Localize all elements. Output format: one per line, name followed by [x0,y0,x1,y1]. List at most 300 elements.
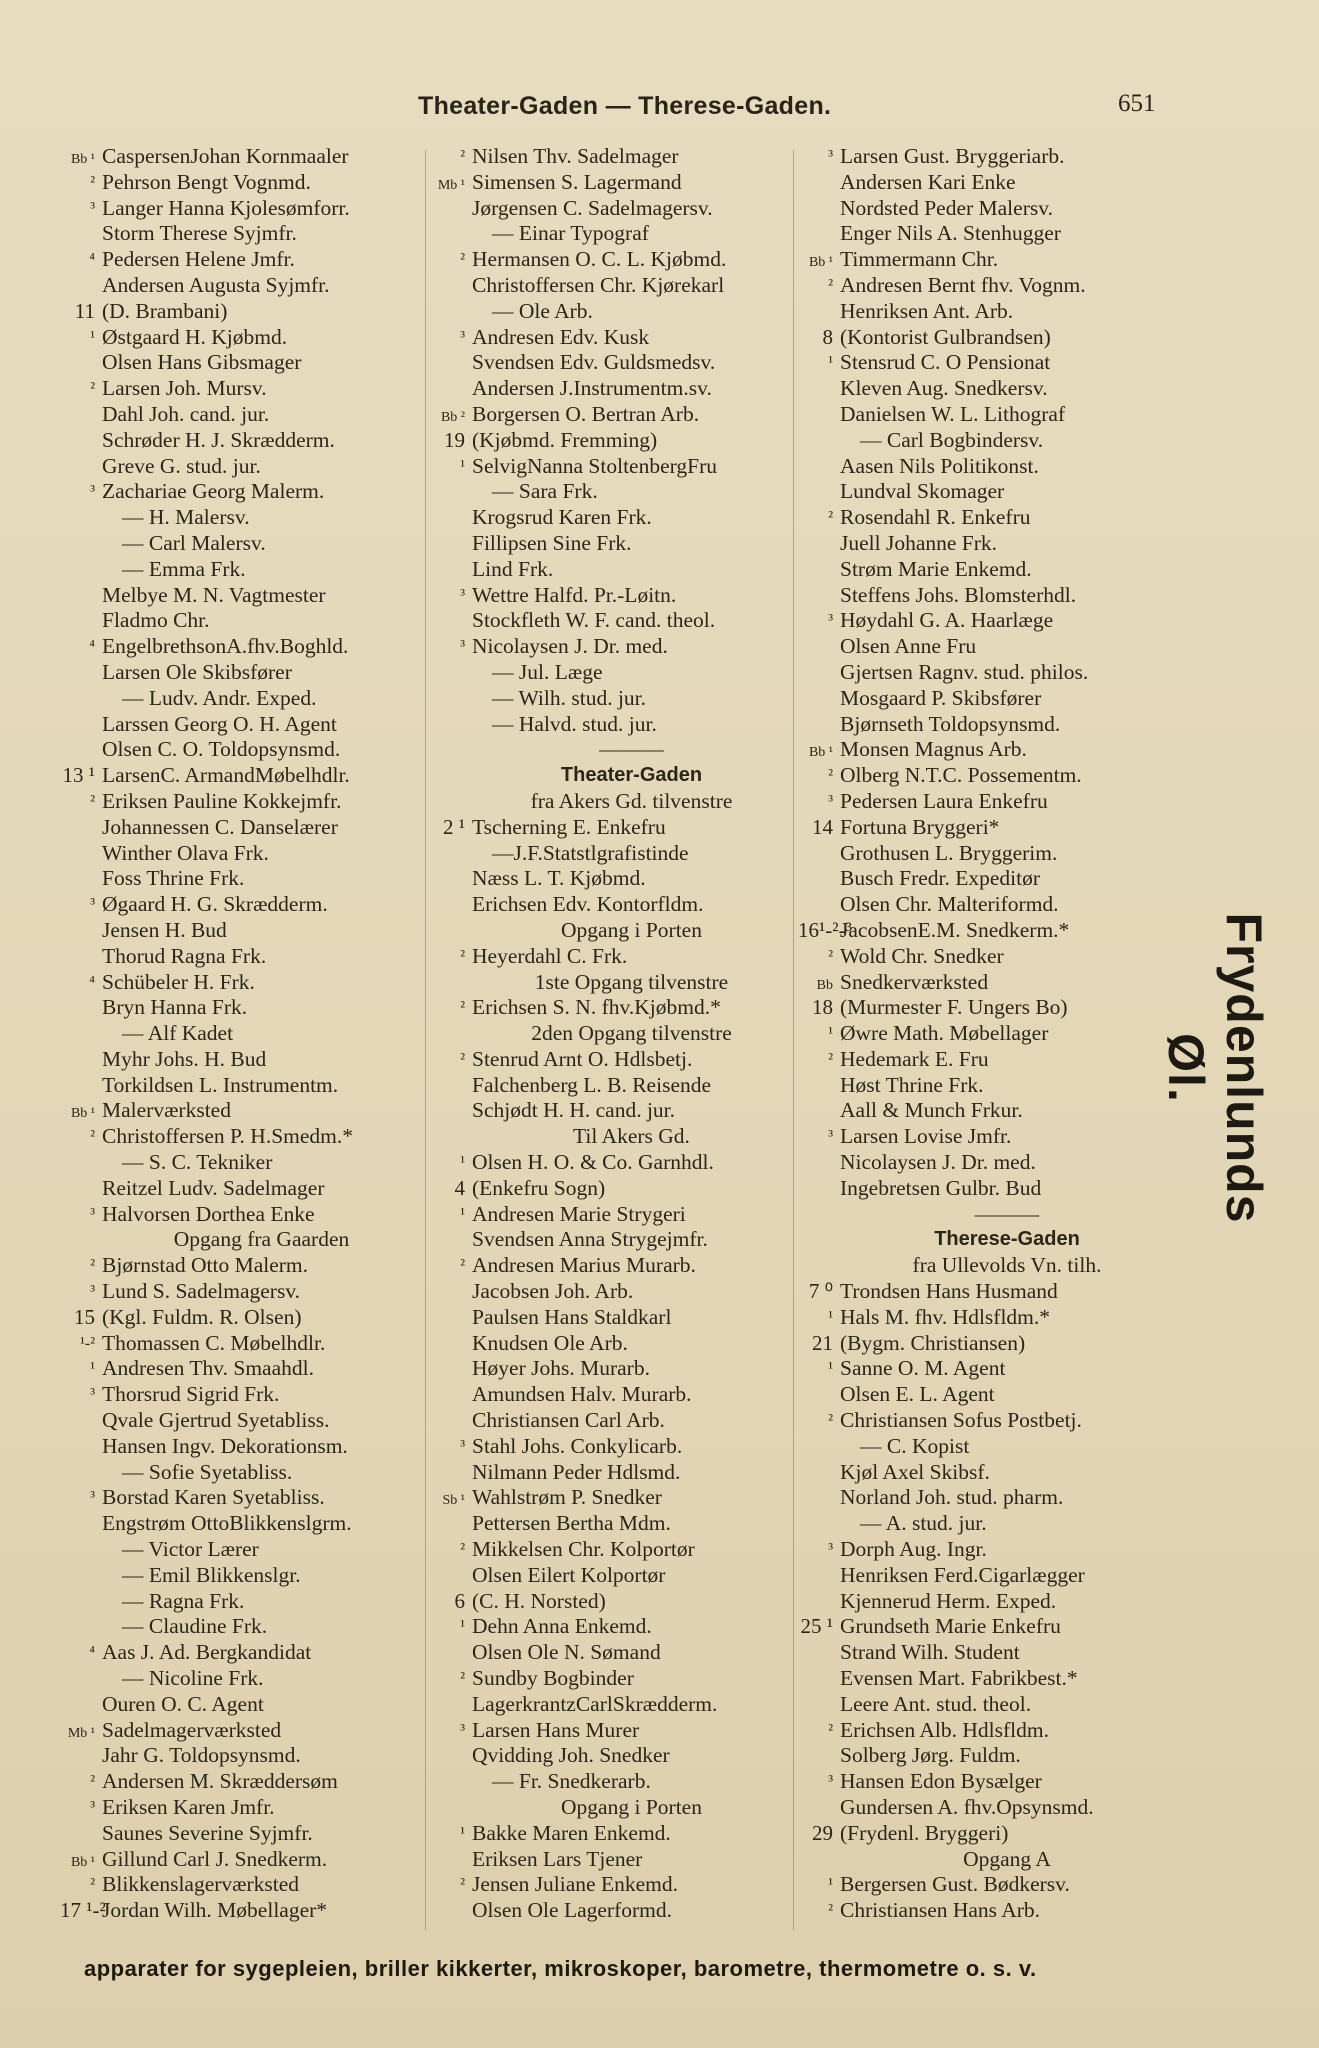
entry-prefix [60,866,98,892]
entry-text: LarsenC. ArmandMøbelhdlr. [102,763,350,788]
entry-prefix: ³ [90,1205,95,1223]
directory-entry [798,1150,1178,1176]
entry-prefix: 17 ¹-² [60,1898,106,1923]
entry-prefix [60,428,98,454]
entry-prefix [430,1382,468,1408]
directory-entry [430,1253,795,1279]
entry-text: Opgang A [963,1846,1051,1871]
entry-prefix: 7 ⁰ [808,1279,833,1304]
entry-text: Kjøl Axel Skibsf. [840,1459,990,1484]
entry-prefix: ² [828,767,833,785]
entry-prefix: ² [828,1902,833,1920]
entry-prefix [430,479,468,505]
entry-text: (Murmester F. Ungers Bo) [840,995,1068,1020]
entry-prefix: ³ [460,586,465,604]
entry-text: 2den Opgang tilvenstre [531,1021,732,1046]
directory-entry [60,608,425,634]
entry-prefix: ³ [90,896,95,914]
entry-prefix: ³ [828,612,833,630]
entry-text: Andersen J.Instrumentm.sv. [472,376,712,401]
entry-prefix [798,299,836,325]
entry-prefix: Bb ¹ [70,1854,95,1870]
entry-prefix: Sb ¹ [442,1493,465,1509]
directory-entry [60,170,425,196]
entry-prefix: ² [90,1773,95,1791]
directory-entry [798,634,1178,660]
entry-text: Torkildsen L. Instrumentm. [102,1072,339,1097]
entry-text: Bryn Hanna Frk. [102,995,248,1020]
entry-text: Nicolaysen J. Dr. med. [472,634,668,659]
directory-entry [798,1176,1178,1202]
entry-text: Høst Thrine Frk. [840,1072,984,1097]
directory-entry [430,325,795,351]
entry-prefix [60,1227,98,1253]
entry-prefix [60,531,98,557]
entry-text: Reitzel Ludv. Sadelmager [102,1175,325,1200]
entry-prefix: ³ [460,328,465,346]
entry-text: — C. Kopist [860,1433,970,1458]
entry-prefix [60,1434,98,1460]
directory-entry [60,815,425,841]
directory-entry [60,350,425,376]
directory-entry [60,376,425,402]
entry-text: Fillipsen Sine Frk. [472,530,632,555]
entry-prefix: ² [828,1050,833,1068]
entry-prefix: ¹-² [80,1334,95,1352]
directory-entry [430,1202,795,1228]
entry-prefix: Mb ¹ [67,1725,95,1741]
entry-prefix: ² [828,1721,833,1739]
directory-entry [798,1743,1178,1769]
directory-entry [430,660,795,686]
entry-text: Olsen Chr. Malteriformd. [840,892,1059,917]
entry-prefix [430,196,468,222]
page-title: Theater-Gaden — Therese-Gaden. [418,92,832,120]
entry-prefix: 11 [74,298,95,323]
entry-text: Larsen Gust. Bryggeriarb. [840,144,1065,168]
entry-prefix [60,1073,98,1099]
directory-entry [430,1666,795,1692]
directory-entry [798,1331,1178,1357]
entry-prefix [430,918,468,944]
directory-entry [798,970,1178,996]
entry-prefix: ¹ [460,457,465,475]
entry-text: — H. Malersv. [122,505,250,530]
entry-text: Christiansen Carl Arb. [472,1408,665,1433]
entry-prefix: ² [90,792,95,810]
directory-entry [798,325,1178,351]
entry-prefix: 13 ¹ [62,763,95,788]
entry-text: Pedersen Helene Jmfr. [102,247,295,272]
directory-entry [798,221,1178,247]
directory-entry [60,789,425,815]
entry-text: — Carl Malersv. [122,530,266,555]
entry-text: Pehrson Bengt Vognmd. [102,169,311,194]
entry-text: Jensen Juliane Enkemd. [472,1872,678,1897]
entry-prefix: Bb ¹ [70,152,95,167]
entry-prefix [430,1021,468,1047]
directory-entry [60,196,425,222]
directory-entry [60,1279,425,1305]
entry-text: Borstad Karen Syetabliss. [102,1485,325,1510]
entry-text: Solberg Jørg. Fuldm. [840,1743,1021,1768]
directory-entry [798,944,1178,970]
entry-text: — Halvd. stud. jur. [492,711,657,736]
directory-entry [430,350,795,376]
entry-prefix [798,454,836,480]
entry-text: — Emma Frk. [122,556,246,581]
entry-prefix [60,737,98,763]
entry-prefix [60,918,98,944]
directory-entry [60,1253,425,1279]
directory-entry [798,1872,1178,1898]
entry-prefix [60,273,98,299]
entry-text: Hals M. fhv. Hdlsfldm.* [840,1304,1051,1329]
entry-text: —J.F.Statstlgrafistinde [492,840,689,865]
street-heading [430,763,795,789]
directory-entry [798,763,1178,789]
entry-prefix [60,1666,98,1692]
street-heading-text: Theater-Gaden [560,764,703,787]
directory-entry [430,737,795,763]
directory-entry [798,1202,1178,1228]
directory-entry [60,325,425,351]
entry-prefix [60,1589,98,1615]
entry-text: Olsen E. L. Agent [840,1382,995,1407]
page-number: 651 [1118,90,1156,117]
entry-text: Øwre Math. Møbellager [840,1021,1049,1046]
entry-prefix: ³ [90,483,95,501]
entry-prefix [798,196,836,222]
directory-entry [60,1305,425,1331]
directory-entry [430,1589,795,1615]
directory-entry [60,531,425,557]
entry-prefix [798,1227,836,1253]
entry-text: Opgang fra Gaarden [173,1227,350,1252]
entry-prefix [798,1743,836,1769]
directory-entry [430,634,795,660]
entry-prefix [798,866,836,892]
entry-text: Høyer Johs. Murarb. [472,1356,650,1381]
entry-text: Bjørnstad Otto Malerm. [102,1253,309,1278]
entry-prefix [60,686,98,712]
entry-prefix: ³ [90,1799,95,1816]
entry-text: — Victor Lærer [122,1537,259,1562]
entry-text: Larsen Joh. Mursv. [102,376,267,401]
directory-entry [798,1073,1178,1099]
entry-text: Andresen Thv. Smaahdl. [102,1356,314,1381]
entry-prefix [798,1434,836,1460]
entry-prefix [798,557,836,583]
directory-entry [798,402,1178,428]
directory-entry [798,918,1178,944]
entry-prefix [430,1898,468,1924]
entry-text: Erichsen S. N. fhv.Kjøbmd.* [472,995,721,1020]
entry-text: Dorph Aug. Ingr. [840,1537,987,1562]
entry-text: — Nicoline Frk. [122,1666,264,1691]
directory-entry [430,1821,795,1847]
entry-text: Knudsen Ole Arb. [472,1330,628,1355]
entry-text: Olsen H. O. & Co. Garnhdl. [472,1150,714,1175]
directory-entry [430,1408,795,1434]
directory-entry [798,247,1178,273]
entry-prefix [798,841,836,867]
entry-prefix: ¹ [90,328,95,346]
entry-prefix: ³ [828,148,833,165]
entry-prefix: ¹ [828,1025,833,1043]
entry-prefix: 14 [812,814,833,839]
entry-text: Larssen Georg O. H. Agent [102,711,337,736]
entry-text: Pettersen Bertha Mdm. [472,1511,671,1536]
directory-entry [60,1382,425,1408]
directory-entry [798,686,1178,712]
directory-entry [798,1563,1178,1589]
entry-text: — Sara Frk. [492,479,598,504]
entry-prefix [430,1640,468,1666]
entry-prefix: Bb [816,977,833,993]
entry-text: Sundby Bogbinder [472,1666,634,1691]
directory-entry [430,1305,795,1331]
directory-entry [60,1666,425,1692]
entry-prefix [60,221,98,247]
entry-text: Hansen Edon Bysælger [840,1769,1042,1794]
entry-prefix [798,221,836,247]
entry-prefix: ² [90,1257,95,1275]
entry-text: Schübeler H. Frk. [102,969,255,994]
entry-text: Tscherning E. Enkefru [472,814,666,839]
directory-entry [798,1898,1178,1924]
entry-text: Schrøder H. J. Skrædderm. [102,427,335,452]
entry-prefix [798,1176,836,1202]
directory-entry [430,1872,795,1898]
directory-entry [430,1279,795,1305]
entry-text: — Jul. Læge [492,659,603,684]
entry-text: Hansen Ingv. Dekorationsm. [102,1433,348,1458]
page-header [0,92,1319,132]
directory-entry [798,505,1178,531]
directory-entry [798,1279,1178,1305]
directory-entry [798,1356,1178,1382]
entry-prefix [430,376,468,402]
entry-text: ——— [599,737,664,762]
entry-prefix: 6 [454,1588,465,1613]
entry-prefix: ² [460,1257,465,1275]
entry-text: Danielsen W. L. Lithograf [840,401,1066,426]
street-heading [798,1227,1178,1253]
entry-text: Trondsen Hans Husmand [840,1279,1058,1304]
entry-prefix: ⁴ [89,251,95,269]
entry-prefix [798,712,836,738]
entry-prefix [798,531,836,557]
directory-entry [798,350,1178,376]
directory-entry [798,1124,1178,1150]
entry-prefix: Bb ¹ [808,255,833,271]
directory-entry [60,944,425,970]
directory-column-1 [60,144,425,1924]
directory-entry [430,1847,795,1873]
entry-text: Winther Olava Frk. [102,840,269,865]
entry-text: Johannessen C. Danselærer [102,814,338,839]
directory-entry [60,1331,425,1357]
entry-text: Langer Hanna Kjolesømforr. [102,195,350,220]
directory-entry [798,1795,1178,1821]
entry-text: Stenrud Arnt O. Hdlsbetj. [472,1046,693,1071]
entry-text: — Carl Bogbindersv. [860,427,1044,452]
entry-prefix: ¹ [460,1154,465,1172]
directory-entry [430,247,795,273]
entry-text: Malerværksted [102,1098,231,1123]
entry-prefix [430,1073,468,1099]
entry-prefix: 21 [812,1330,833,1355]
entry-prefix: 25 ¹ [800,1614,833,1639]
entry-prefix [430,763,468,789]
directory-entry [430,1485,795,1511]
entry-prefix [430,866,468,892]
entry-text: Pedersen Laura Enkefru [840,788,1048,813]
entry-prefix [798,634,836,660]
entry-prefix: ³ [460,638,465,656]
entry-text: fra Akers Gd. tilvenstre [530,788,733,813]
entry-prefix [798,428,836,454]
entry-prefix [430,737,468,763]
entry-prefix [430,1847,468,1873]
entry-text: Bjørnseth Toldopsynsmd. [840,711,1061,736]
entry-prefix [60,1176,98,1202]
directory-entry [430,892,795,918]
directory-entry [60,479,425,505]
entry-prefix [798,1202,836,1228]
directory-entry [798,428,1178,454]
directory-entry [798,454,1178,480]
directory-entry [430,1356,795,1382]
directory-entry [60,918,425,944]
entry-text: Jørgensen C. Sadelmagersv. [472,195,713,220]
entry-text: — Ragna Frk. [122,1588,245,1613]
entry-text: Olsen Anne Fru [840,634,977,659]
entry-text: 1ste Opgang tilvenstre [534,969,729,994]
directory-entry [798,866,1178,892]
entry-text: Bakke Maren Enkemd. [472,1820,671,1845]
entry-text: Lund S. Sadelmagersv. [102,1279,301,1304]
entry-prefix: ³ [828,792,833,810]
directory-entry [60,1795,425,1821]
entry-prefix [798,892,836,918]
directory-entry [430,1769,795,1795]
entry-text: (Enkefru Sogn) [472,1175,606,1200]
entry-text: Olsen Ole N. Sømand [472,1640,661,1665]
directory-entry [60,1202,425,1228]
directory-entry [430,815,795,841]
directory-entry [60,866,425,892]
directory-entry [60,299,425,325]
entry-prefix [60,1537,98,1563]
entry-prefix [60,712,98,738]
entry-text: Henriksen Ferd.Cigarlægger [840,1562,1085,1587]
entry-prefix [60,1150,98,1176]
entry-prefix [60,608,98,634]
entry-text: Wahlstrøm P. Snedker [472,1485,662,1510]
directory-entry [798,1021,1178,1047]
entry-text: Øgaard H. G. Skrædderm. [102,892,328,917]
entry-text: Aasen Nils Politikonst. [840,453,1039,478]
directory-entry [60,144,425,170]
directory-column-3 [798,144,1178,1924]
entry-text: (Kontorist Gulbrandsen) [840,324,1051,349]
directory-entry [60,1047,425,1073]
entry-text: Storm Therese Syjmfr. [102,221,297,246]
entry-text: Henriksen Ant. Arb. [840,298,1014,323]
directory-entry [798,170,1178,196]
entry-text: — S. C. Tekniker [122,1150,273,1175]
directory-entry [430,1898,795,1924]
entry-text: Nicolaysen J. Dr. med. [840,1150,1036,1175]
entry-text: Schjødt H. H. cand. jur. [472,1098,676,1123]
entry-text: Jahr G. Toldopsynsmd. [102,1743,301,1768]
entry-text: Eriksen Karen Jmfr. [102,1795,275,1819]
entry-text: Leere Ant. stud. theol. [840,1691,1032,1716]
entry-text: Olsen Ole Lagerformd. [472,1898,672,1923]
directory-entry [60,1021,425,1047]
entry-text: (Kgl. Fuldm. R. Olsen) [102,1304,302,1329]
directory-entry [60,1176,425,1202]
entry-text: — Wilh. stud. jur. [492,685,647,710]
entry-text: Aall & Munch Frkur. [840,1098,1023,1123]
directory-entry [430,505,795,531]
entry-prefix [430,1795,468,1821]
entry-text: Erichsen Alb. Hdlsfldm. [840,1717,1050,1742]
entry-prefix: ¹ [460,1205,465,1223]
entry-prefix: Bb ² [440,409,465,425]
entry-prefix: ² [90,1128,95,1146]
entry-prefix: ¹ [460,1824,465,1842]
entry-prefix: 18 [812,995,833,1020]
entry-prefix [60,1563,98,1589]
entry-text: CaspersenJohan Kornmaaler [102,144,349,168]
entry-prefix: ⁴ [89,1644,95,1662]
directory-entry [60,1718,425,1744]
directory-entry [430,531,795,557]
entry-text: Grundseth Marie Enkefru [840,1614,1061,1639]
entry-prefix: 8 [822,324,833,349]
directory-entry [60,247,425,273]
entry-text: Wold Chr. Snedker [840,943,1004,968]
entry-text: Larsen Ole Skibsfører [102,659,292,684]
entry-text: Enger Nils A. Stenhugger [840,221,1061,246]
directory-entry [430,1073,795,1099]
entry-prefix [430,892,468,918]
entry-text: Dahl Joh. cand. jur. [102,401,270,426]
directory-entry [430,789,795,815]
entry-text: Thomassen C. Møbelhdlr. [102,1330,326,1355]
directory-entry [798,1408,1178,1434]
directory-entry [798,1434,1178,1460]
entry-prefix [430,350,468,376]
directory-entry [430,1795,795,1821]
directory-entry [798,1589,1178,1615]
directory-entry [430,1382,795,1408]
directory-entry [798,1666,1178,1692]
directory-entry [798,1253,1178,1279]
entry-text: (Bygm. Christiansen) [840,1330,1026,1355]
entry-prefix: 2 ¹ [442,814,465,839]
entry-text: Sadelmagerværksted [102,1717,282,1742]
directory-entry [60,1898,425,1924]
entry-text: — Claudine Frk. [122,1614,268,1639]
entry-text: — Ludv. Andr. Exped. [122,685,317,710]
entry-prefix [60,841,98,867]
directory-column-2 [430,144,795,1924]
directory-entry [798,1382,1178,1408]
